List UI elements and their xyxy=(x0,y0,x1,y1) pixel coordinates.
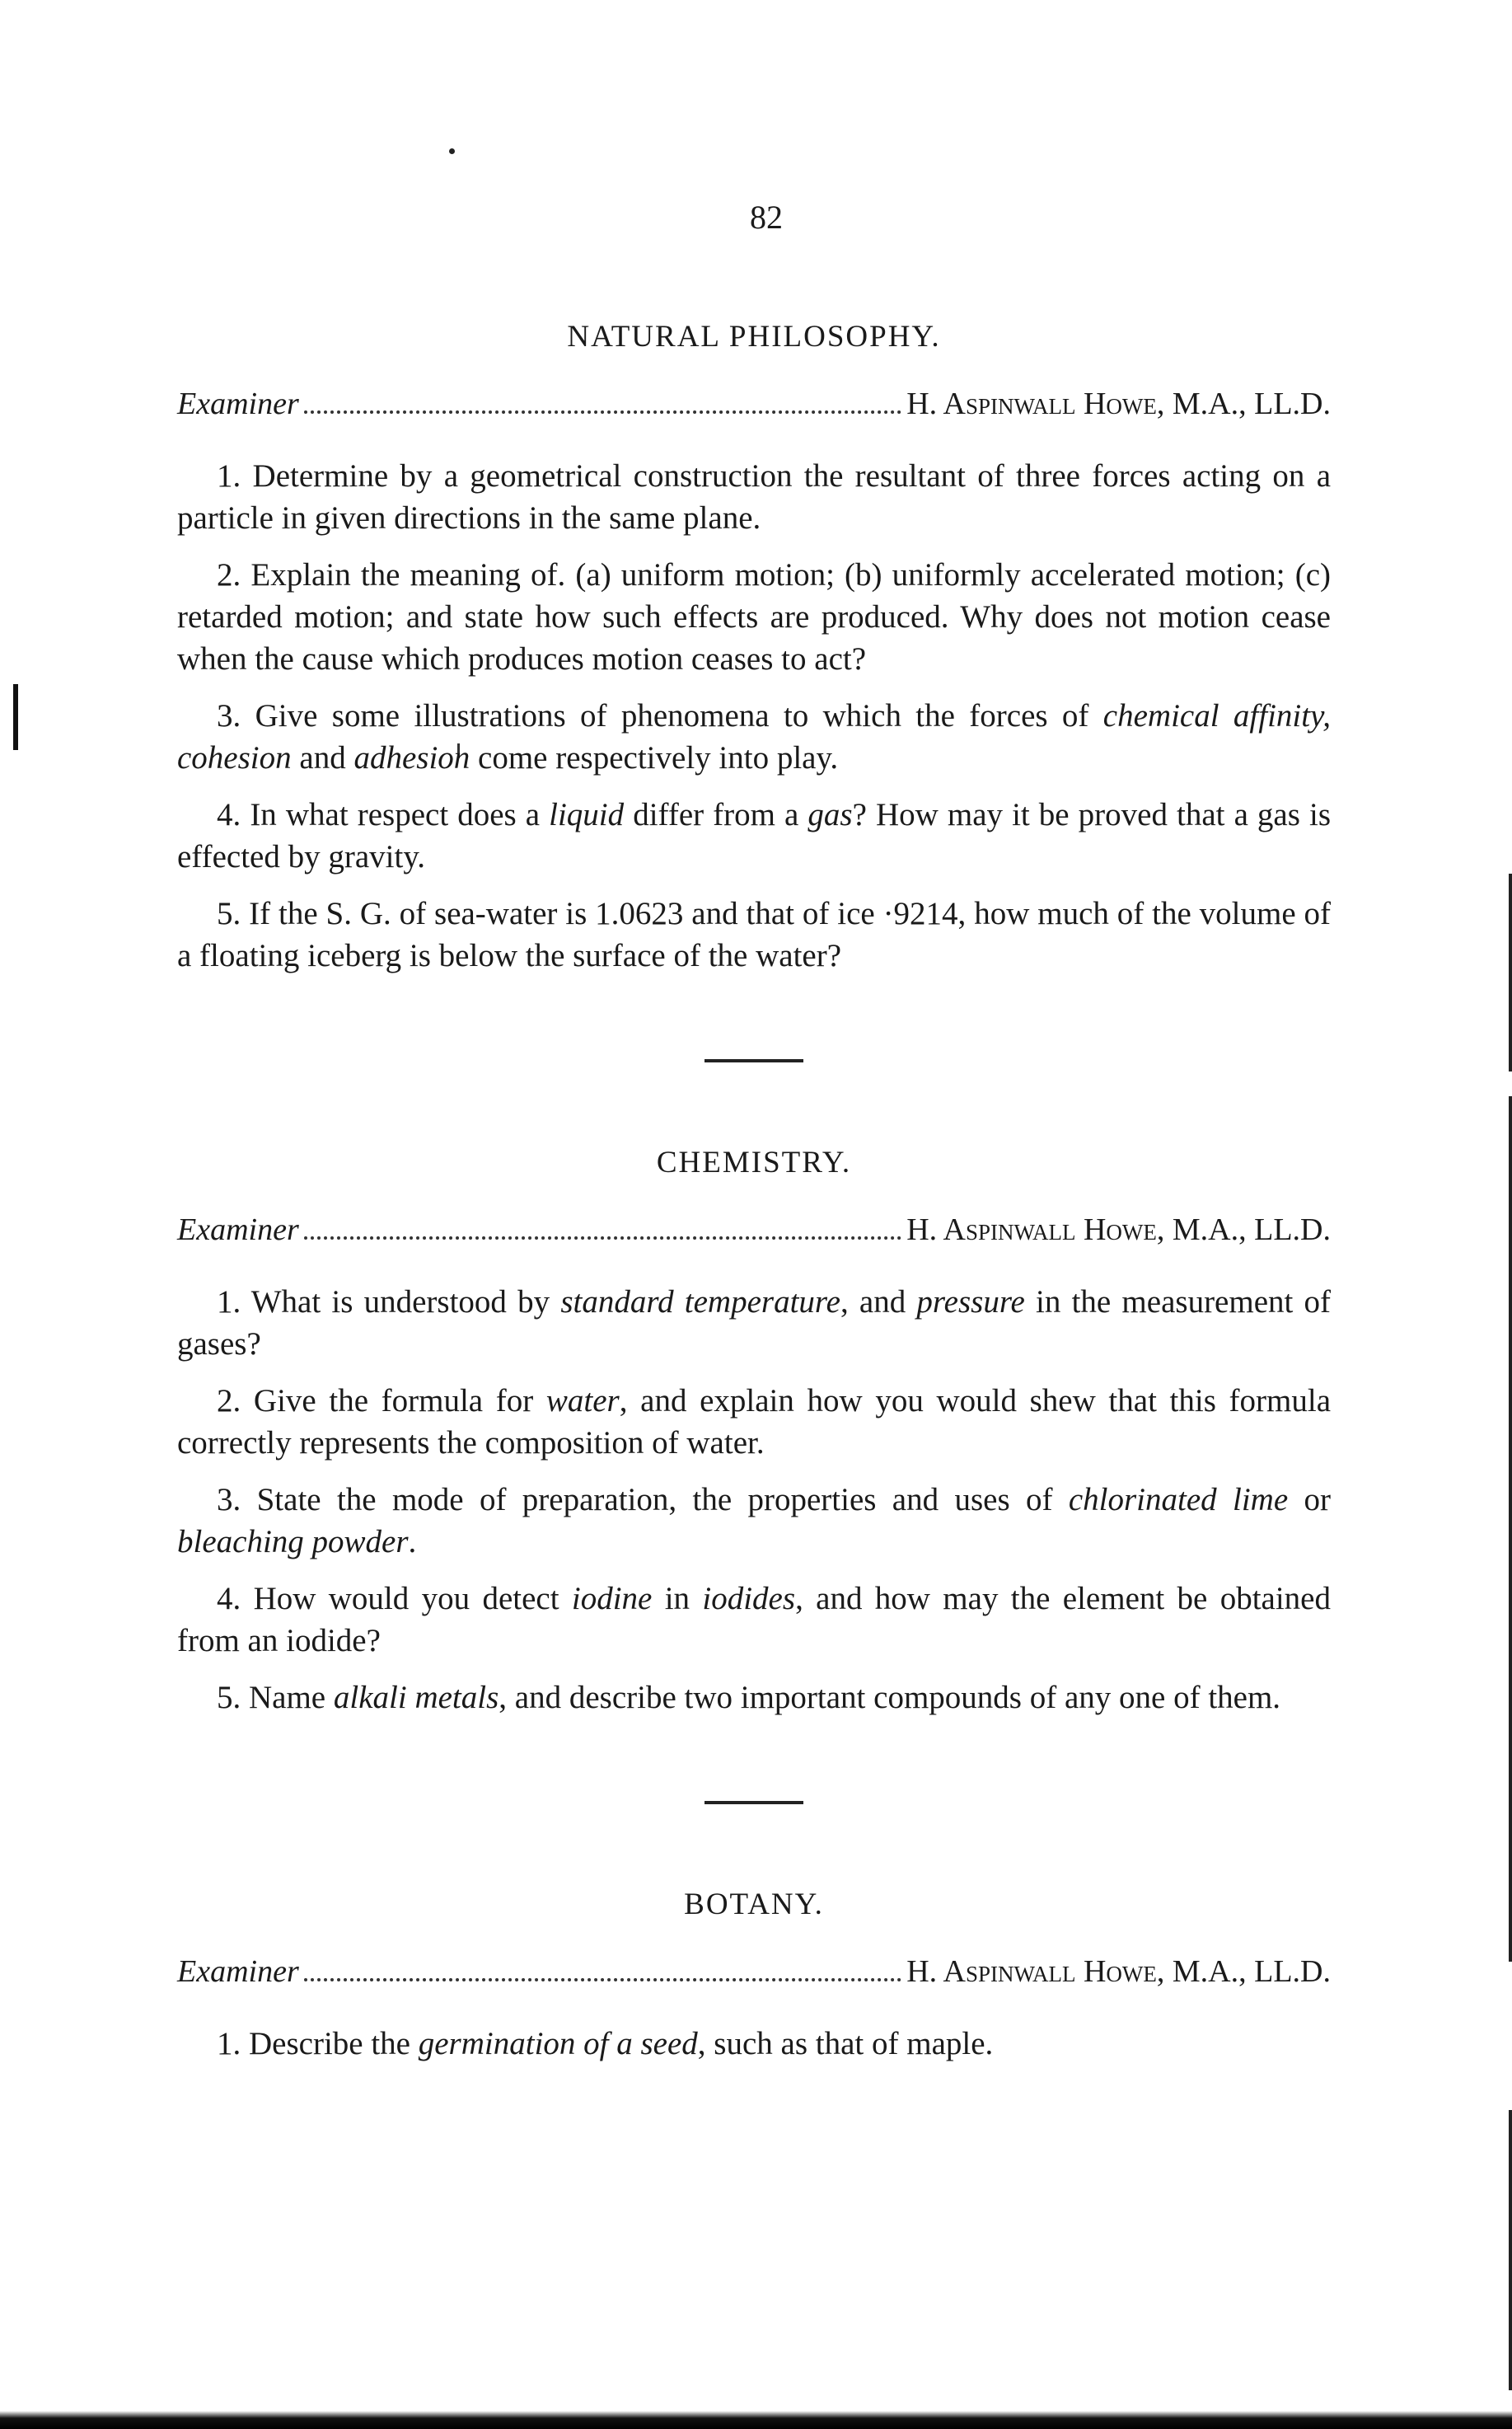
question-emphasis: germination of a seed xyxy=(418,2026,698,2061)
question-text: , such as that of maple. xyxy=(697,2026,994,2061)
question-number: 4. xyxy=(217,1581,254,1616)
question-text: come respectively into play. xyxy=(470,740,839,776)
page-number: 82 xyxy=(750,199,783,236)
examiner-line xyxy=(177,386,1331,422)
question-text: How would you detect xyxy=(253,1581,572,1616)
examiner-label: Examiner xyxy=(177,1954,299,1989)
question-text: differ from a xyxy=(624,797,808,832)
question-text: What is understood by xyxy=(250,1284,561,1320)
question xyxy=(177,1578,1331,1662)
bottom-page-edge xyxy=(0,2411,1512,2429)
question-emphasis: gas xyxy=(807,797,853,832)
question-number: 3. xyxy=(217,698,255,734)
section-title: CHEMISTRY. xyxy=(656,1146,852,1179)
right-page-edge xyxy=(1509,1096,1512,1962)
question-emphasis: adhesion xyxy=(353,740,470,776)
stray-ink-dot xyxy=(449,148,455,154)
left-margin-mark xyxy=(13,684,18,750)
question-emphasis: pressure xyxy=(916,1284,1025,1320)
question-text: Determine by a geometrical construction the resultant of three forces acting on a particle in given directions in the same plane. xyxy=(177,458,1332,536)
question-number: 1. xyxy=(217,1284,251,1320)
question-text: Explain the meaning of. (a) uniform motion; (b) uniformly accelerated motion; (c) retarded motion; and state how such effects are produced. Why does not motion cease when the cause which produces motion ceases to act? xyxy=(177,557,1331,677)
question-text: Describe the xyxy=(249,2026,419,2061)
question-text: , and explain how you would shew that this formula correctly represents the composition of water. xyxy=(177,1383,1332,1461)
question xyxy=(177,1380,1331,1464)
question-number: 1. xyxy=(217,2026,249,2061)
examiner-label: Examiner xyxy=(177,1212,299,1247)
question xyxy=(177,794,1331,878)
question xyxy=(177,2023,1331,2065)
question-text: Give the formula for xyxy=(253,1383,546,1418)
question xyxy=(177,1676,1331,1719)
question-text: If the S. G. of sea-water is 1.0623 and that of ice ·9214, how much of the volume of a floating iceberg is below the surface of the water? xyxy=(177,896,1332,973)
question-emphasis: chemical affinity, cohesion xyxy=(177,698,1331,776)
section-divider xyxy=(705,1801,803,1804)
dot-leader xyxy=(304,1236,901,1240)
question-emphasis: chlorinated lime xyxy=(1068,1482,1289,1517)
exam-page xyxy=(177,198,1331,2080)
question-text: ? How may it be proved that a gas is effected by gravity. xyxy=(177,797,1331,875)
section-divider xyxy=(705,1059,803,1062)
right-page-edge xyxy=(1509,2110,1512,2390)
question xyxy=(177,695,1331,779)
question-emphasis: liquid xyxy=(549,797,625,832)
question-text: in the measurement of gases? xyxy=(177,1284,1332,1362)
examiner-line xyxy=(177,1212,1331,1248)
question-emphasis: bleaching powder xyxy=(177,1524,409,1559)
question xyxy=(177,1281,1331,1365)
question-text: Name xyxy=(249,1680,334,1715)
question-number: 4. xyxy=(217,797,250,832)
question-text: , and describe two important compounds of any one of them. xyxy=(499,1680,1281,1715)
question xyxy=(177,893,1331,977)
question-number: 2. xyxy=(217,1383,254,1418)
question xyxy=(177,554,1331,680)
right-page-edge xyxy=(1509,874,1512,1071)
question-text: . xyxy=(408,1524,417,1559)
question-text: Give some illustrations of phenomena to which the forces of xyxy=(255,698,1103,734)
question-emphasis: standard temperature xyxy=(560,1284,840,1320)
question-text: State the mode of preparation, the properties and uses of xyxy=(256,1482,1069,1517)
question-number: 1. xyxy=(217,458,253,494)
question-emphasis: iodine xyxy=(571,1581,653,1616)
question xyxy=(177,455,1331,539)
exam-section xyxy=(177,1145,1331,1719)
question-text: or xyxy=(1288,1482,1331,1517)
question-emphasis: water xyxy=(545,1383,620,1418)
examiner-label: Examiner xyxy=(177,387,299,421)
question-number: 3. xyxy=(217,1482,257,1517)
question-text: , and xyxy=(840,1284,917,1320)
exam-section xyxy=(177,1887,1331,2065)
question-text: In what respect does a xyxy=(250,797,550,832)
section-title: BOTANY. xyxy=(684,1887,824,1921)
question-number: 5. xyxy=(217,896,250,931)
question-text: in xyxy=(652,1581,703,1616)
question-text: , and how may the element be obtained from an iodide? xyxy=(177,1581,1331,1658)
question-number: 2. xyxy=(217,557,251,593)
examiner-line xyxy=(177,1953,1331,1990)
examiner-name: H. Aspinwall Howe, M.A., LL.D. xyxy=(906,1954,1331,1989)
dot-leader xyxy=(304,1978,901,1981)
sections-container xyxy=(177,319,1331,2065)
question xyxy=(177,1479,1331,1563)
examiner-name: H. Aspinwall Howe, M.A., LL.D. xyxy=(906,1212,1331,1247)
question-emphasis: alkali metals xyxy=(333,1680,499,1715)
examiner-name: H. Aspinwall Howe, M.A., LL.D. xyxy=(906,387,1331,421)
dot-leader xyxy=(304,410,901,414)
question-emphasis: iodides xyxy=(702,1581,796,1616)
question-number: 5. xyxy=(217,1680,249,1715)
question-text: and xyxy=(291,740,354,776)
section-title: NATURAL PHILOSOPHY. xyxy=(567,320,941,354)
exam-section xyxy=(177,319,1331,977)
